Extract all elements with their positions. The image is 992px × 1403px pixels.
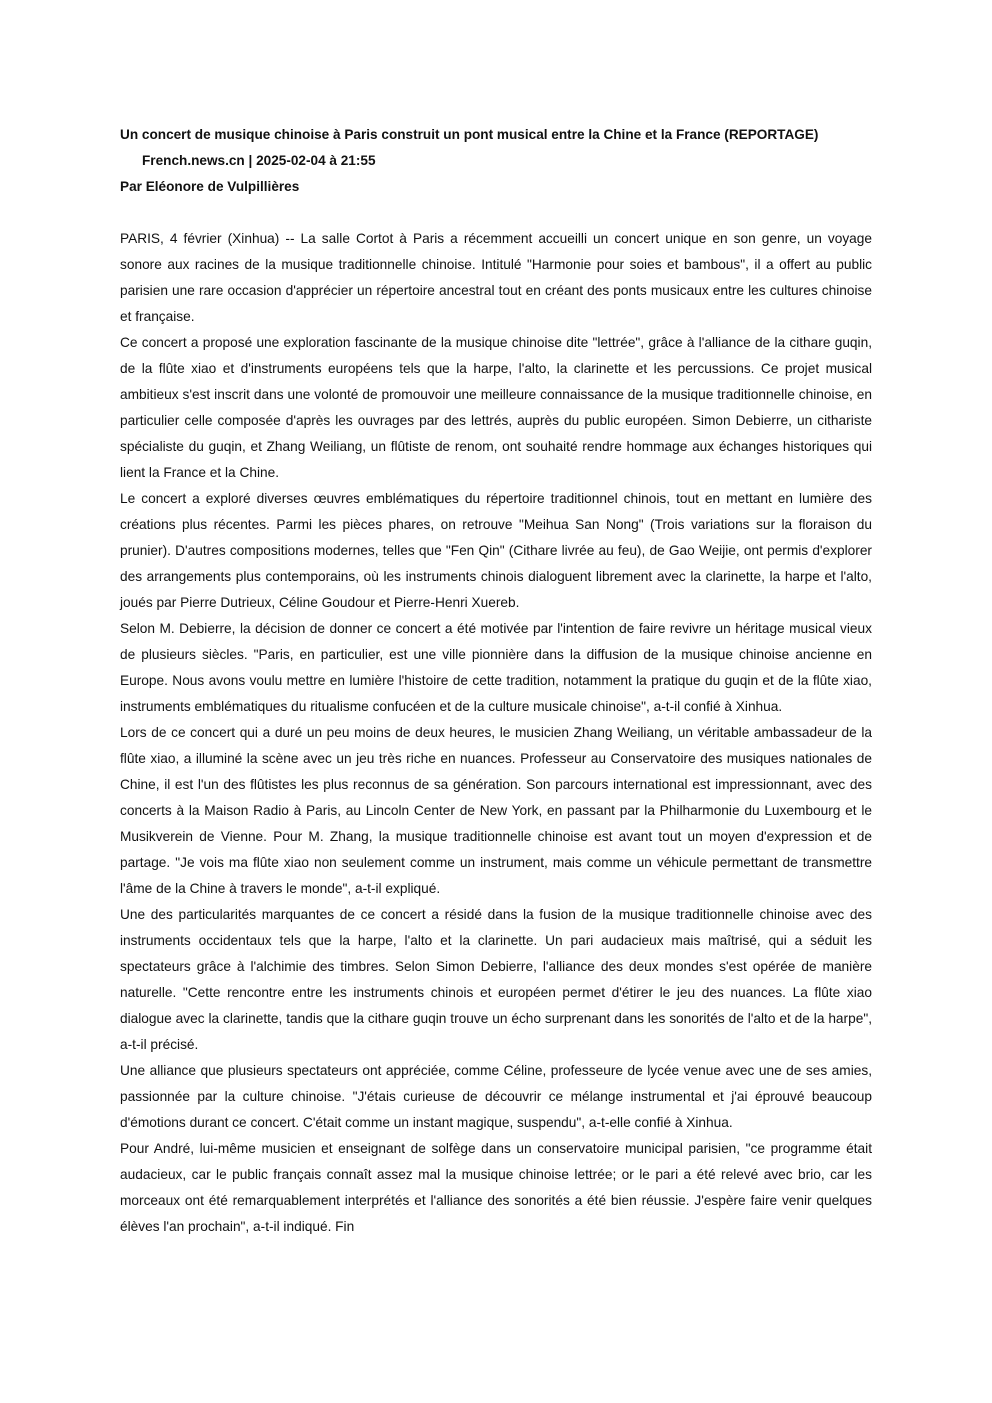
paragraph-2: Ce concert a proposé une exploration fascinante de la musique chinoise dite "lettrée", grâce à l'alliance de la cithare guqin, de la flûte xiao et d'instruments européens tels que la harpe, l'alto, la clarinette et les percussions. Ce projet musical ambitieux s'est inscrit dans une volonté de promouvoir une meilleure connaissance de la musique traditionnelle chinoise, en particulier celle composée d'après les ouvrages par des lettrés, auprès du public européen. Simon Debierre, un cithariste spécialiste du guqin, et Zhang Weiliang, un flûtiste de renom, ont souhaité rendre hommage aux échanges historiques qui lient la France et la Chine. — [120, 335, 872, 480]
paragraph-6: Une des particularités marquantes de ce concert a résidé dans la fusion de la musique traditionnelle chinoise avec des instruments occidentaux tels que la harpe, l'alto et la clarinette. Un pari audacieux mais maîtrisé, qui a séduit les spectateurs grâce à l'alchimie des timbres. Selon Simon Debierre, l'alliance des deux mondes s'est opérée de manière naturelle. "Cette rencontre entre les instruments chinois et européen permet d'étirer le jeu des nuances. La flûte xiao dialogue avec la clarinette, tandis que la cithare guqin trouve un écho surprenant dans les sonorités de l'alto et de la harpe", a-t-il précisé. — [120, 907, 872, 1052]
paragraph-4: Selon M. Debierre, la décision de donner ce concert a été motivée par l'intention de faire revivre un héritage musical vieux de plusieurs siècles. "Paris, en particulier, est une ville pionnière dans la diffusion de la musique chinoise ancienne en Europe. Nous avons voulu mettre en lumière l'histoire de cette tradition, notamment la pratique du guqin et de la flûte xiao, instruments emblématiques du ritualisme confucéen et de la culture musicale chinoise", a-t-il confié à Xinhua. — [120, 621, 872, 714]
paragraph-3: Le concert a exploré diverses œuvres emblématiques du répertoire traditionnel chinois, tout en mettant en lumière des créations plus récentes. Parmi les pièces phares, on retrouve "Meihua San Nong" (Trois variations sur la floraison du prunier). D'autres compositions modernes, telles que "Fen Qin" (Cithare livrée au feu), de Gao Weijie, ont permis d'explorer des arrangements plus contemporains, où les instruments chinois dialoguent librement avec la clarinette, la harpe et l'alto, joués par Pierre Dutrieux, Céline Goudour et Pierre-Henri Xuereb. — [120, 491, 872, 610]
article-body — [120, 226, 872, 1240]
paragraph-1: PARIS, 4 février (Xinhua) -- La salle Cortot à Paris a récemment accueilli un concert unique en son genre, un voyage sonore aux racines de la musique traditionnelle chinoise. Intitulé "Harmonie pour soies et bambous", il a offert au public parisien une rare occasion d'apprécier un répertoire ancestral tout en créant des ponts musicaux entre les cultures chinoise et française. — [120, 231, 872, 324]
article-byline: Par Eléonore de Vulpillières — [120, 179, 300, 194]
article-source-line: French.news.cn | 2025-02-04 à 21:55 — [142, 153, 376, 168]
article-page — [120, 122, 872, 1240]
paragraph-8: Pour André, lui-même musicien et enseignant de solfège dans un conservatoire municipal parisien, "ce programme était audacieux, car le public français connaît assez mal la musique chinoise lettrée; or le pari a été relevé avec brio, car les morceaux ont été remarquablement interprétés et l'alliance des sonorités a été bien réussie. J'espère faire venir quelques élèves l'an prochain", a-t-il indiqué. Fin — [120, 1141, 872, 1234]
paragraph-7: Une alliance que plusieurs spectateurs ont appréciée, comme Céline, professeure de lycée venue avec une de ses amies, passionnée par la culture chinoise. "J'étais curieuse de découvrir ce mélange instrumental et j'ai éprouvé beaucoup d'émotions durant ce concert. C'était comme un instant magique, suspendu", a-t-elle confié à Xinhua. — [120, 1063, 872, 1130]
article-headline: Un concert de musique chinoise à Paris construit un pont musical entre la Chine et la France (REPORTAGE) — [120, 127, 819, 142]
paragraph-5: Lors de ce concert qui a duré un peu moins de deux heures, le musicien Zhang Weiliang, un véritable ambassadeur de la flûte xiao, a illuminé la scène avec un jeu très riche en nuances. Professeur au Conservatoire des musiques nationales de Chine, il est l'un des flûtistes les plus reconnus de sa génération. Son parcours international est impressionnant, avec des concerts à la Maison Radio à Paris, au Lincoln Center de New York, en passant par la Philharmonie du Luxembourg et le Musikverein de Vienne. Pour M. Zhang, la musique traditionnelle chinoise est avant tout un moyen d'expression et de partage. "Je vois ma flûte xiao non seulement comme un instrument, mais comme un véhicule permettant de transmettre l'âme de la Chine à travers le monde", a-t-il expliqué. — [120, 725, 872, 896]
